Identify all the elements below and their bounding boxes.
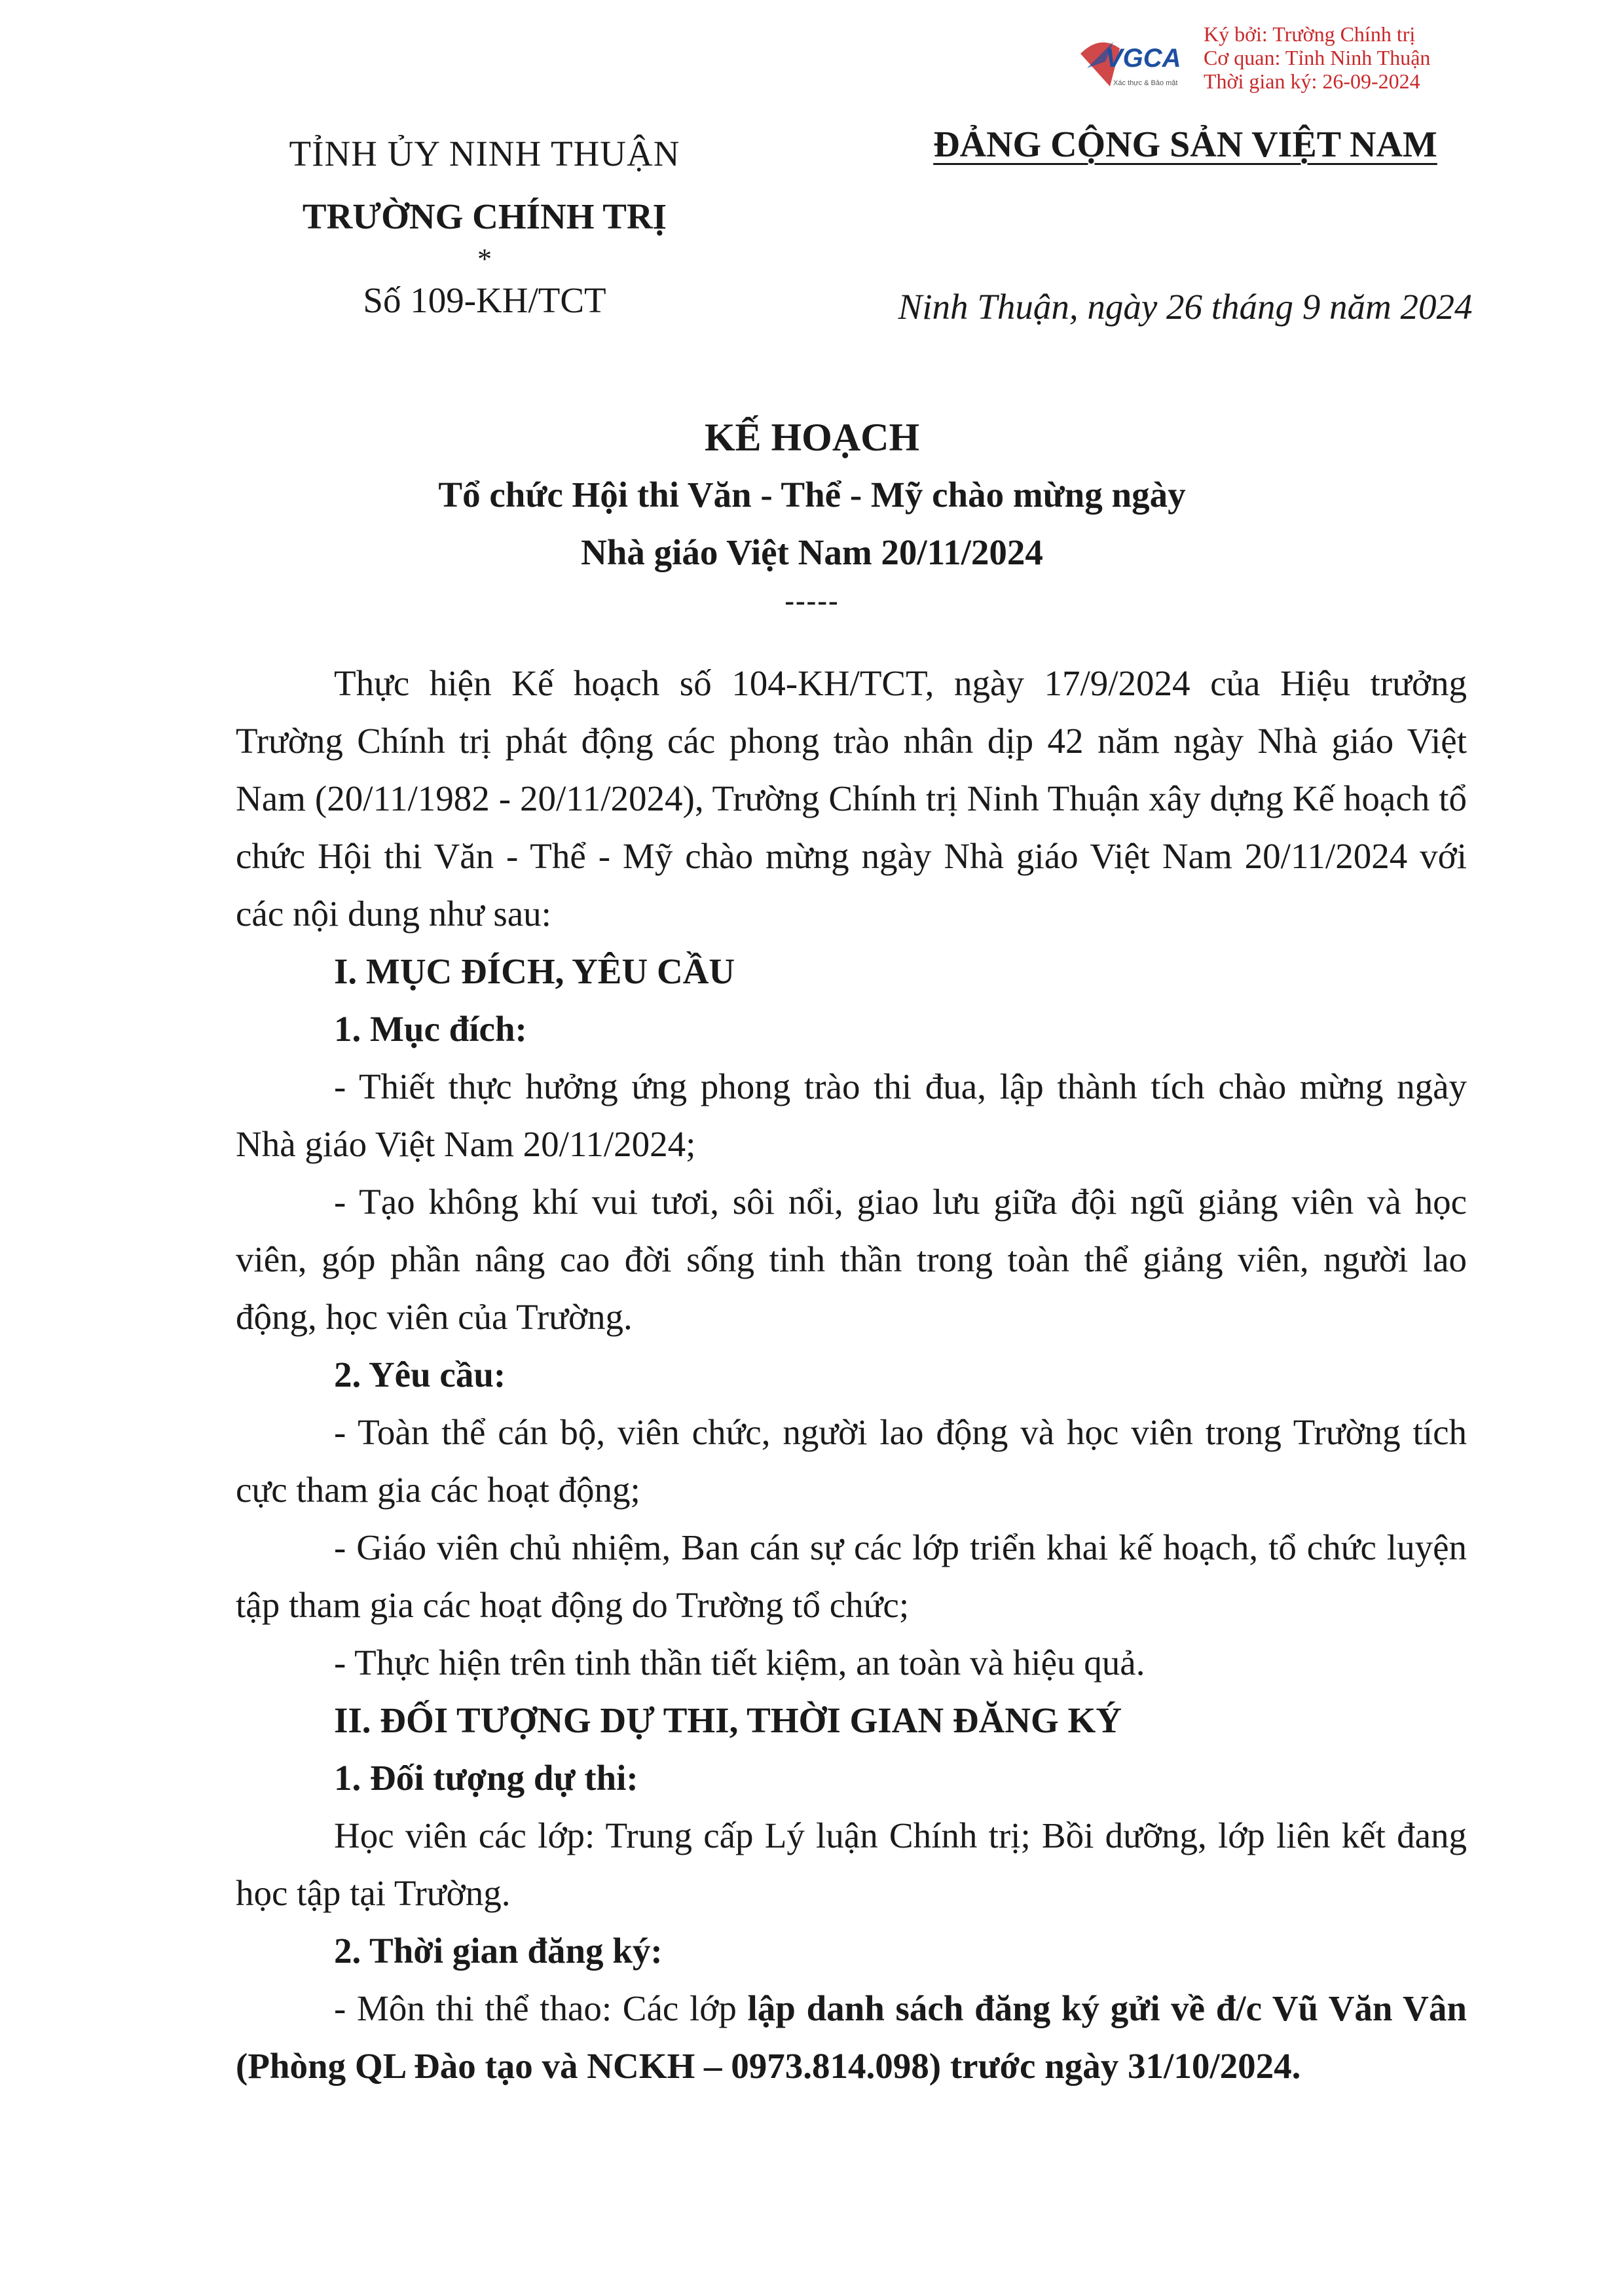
party-header-block [891, 122, 1480, 330]
signature-signer: Ký bởi: Trường Chính trị [1204, 22, 1416, 46]
registration-paragraph [236, 1980, 1467, 2095]
separator-star: * [477, 243, 492, 275]
requirement-item-1: - Toàn thể cán bộ, viên chức, người lao động và học viên trong Trường tích cực tham gia các hoạt động; [236, 1412, 1467, 1510]
purpose-item-1: - Thiết thực hưởng ứng phong trào thi đua, lập thành tích chào mừng ngày Nhà giáo Việt Nam 20/11/2024; [236, 1066, 1467, 1164]
registration-deadline-text: lập danh sách đăng ký gửi về đ/c Vũ Văn Vân (Phòng QL Đào tạo và NCKH – 0973.814.098) trước ngày 31/10/2024. [236, 1988, 1467, 2086]
document-type: KẾ HOẠCH [704, 416, 920, 459]
document-subject-line-2: Nhà giáo Việt Nam 20/11/2024 [581, 532, 1043, 572]
section-1-1-heading: 1. Mục đích: [334, 1009, 527, 1049]
purpose-item-2: - Tạo không khí vui tươi, sôi nổi, giao lưu giữa đội ngũ giảng viên và học viên, góp phần nâng cao đời sống tinh thần trong toàn thể giảng viên, người lao động, học viên của Trường. [236, 1182, 1467, 1337]
parent-organization: TỈNH ỦY NINH THUẬN [289, 134, 680, 173]
place-and-date: Ninh Thuận, ngày 26 tháng 9 năm 2024 [898, 287, 1473, 327]
section-1-heading: I. MỤC ĐÍCH, YÊU CẦU [334, 951, 735, 991]
party-name: ĐẢNG CỘNG SẢN VIỆT NAM [933, 124, 1437, 165]
document-title-block [0, 411, 1624, 621]
digital-signature-info [1204, 22, 1430, 93]
participants-text: Học viên các lớp: Trung cấp Lý luận Chính trị; Bồi dưỡng, lớp liên kết đang học tập tại Trường. [236, 1815, 1467, 1913]
section-1-2-heading: 2. Yêu cầu: [334, 1355, 506, 1394]
document-body [236, 655, 1467, 2095]
signature-time: Thời gian ký: 26-09-2024 [1204, 69, 1420, 93]
title-separator: ----- [784, 585, 840, 617]
section-2-1-heading: 1. Đối tượng dự thi: [334, 1758, 638, 1798]
document-number: Số 109-KH/TCT [363, 280, 606, 320]
vgca-logo [1074, 29, 1185, 94]
section-2-2-heading: 2. Thời gian đăng ký: [334, 1931, 663, 1971]
requirement-item-3: - Thực hiện trên tinh thần tiết kiệm, an toàn và hiệu quả. [334, 1643, 1145, 1683]
intro-paragraph: Thực hiện Kế hoạch số 104-KH/TCT, ngày 17/9/2024 của Hiệu trưởng Trường Chính trị phát động các phong trào nhân dịp 42 năm ngày Nhà giáo Việt Nam (20/11/1982 - 20/11/2024), Trường Chính trị Ninh Thuận xây dựng Kế hoạch tổ chức Hội thi Văn - Thể - Mỹ chào mừng ngày Nhà giáo Việt Nam 20/11/2024 với các nội dung như sau: [236, 663, 1467, 934]
signature-agency: Cơ quan: Tỉnh Ninh Thuận [1204, 46, 1431, 69]
requirement-item-2: - Giáo viên chủ nhiệm, Ban cán sự các lớp triển khai kế hoạch, tổ chức luyện tập tham gia các hoạt động do Trường tổ chức; [236, 1527, 1467, 1625]
vgca-logo-text: VGCA [1105, 44, 1181, 73]
registration-text: - Môn thi thể thao: Các lớp [334, 1988, 748, 2028]
document-subject-line-1: Tổ chức Hội thi Văn - Thể - Mỹ chào mừng ngày [438, 475, 1186, 515]
organization-name: TRƯỜNG CHÍNH TRỊ [302, 196, 667, 236]
vgca-logo-caption: Xác thực & Bảo mật [1113, 79, 1178, 87]
issuing-organization-block [262, 131, 707, 323]
section-2-heading: II. ĐỐI TƯỢNG DỰ THI, THỜI GIAN ĐĂNG KÝ [334, 1700, 1122, 1740]
